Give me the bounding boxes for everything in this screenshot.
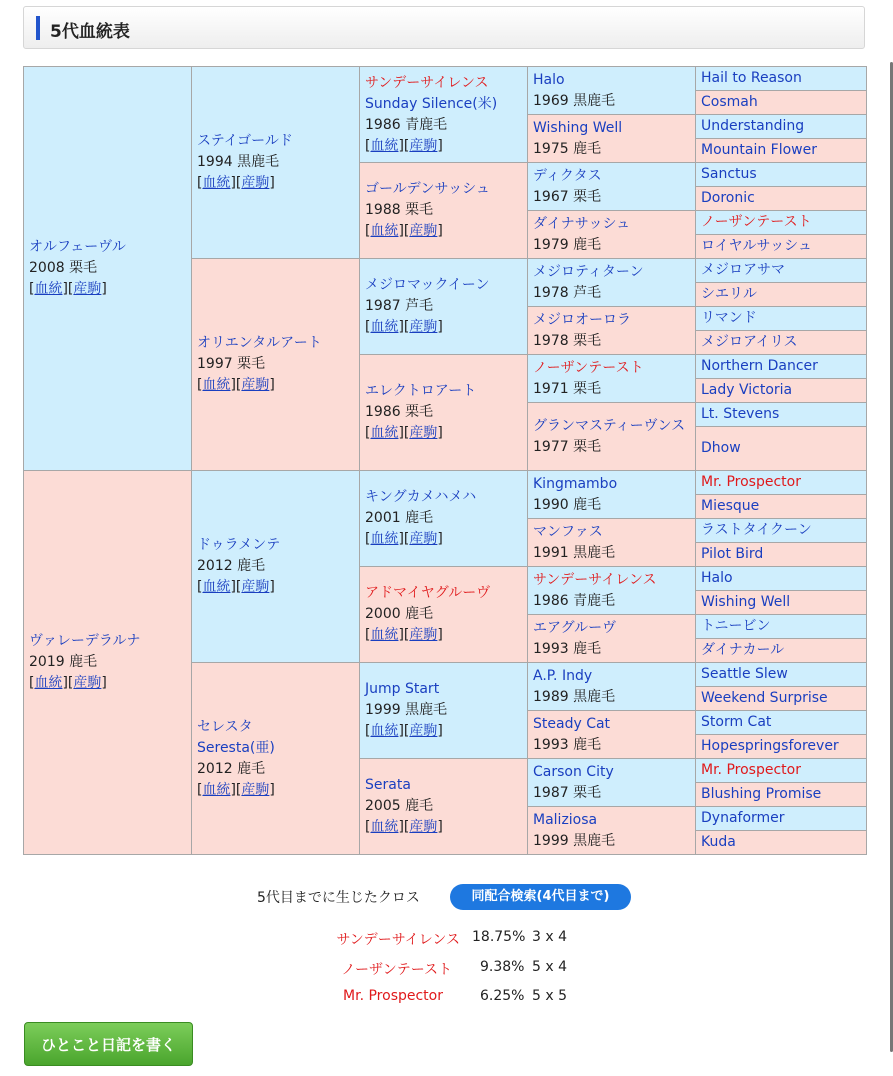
gen5-cell	[696, 427, 867, 471]
horse-year: 2008 栗毛	[29, 260, 98, 276]
offspring-link[interactable]: 産駒	[409, 425, 438, 441]
gen4-cell	[528, 307, 696, 355]
horse-year: 1990 鹿毛	[533, 496, 602, 513]
pedigree-link[interactable]: 血統	[34, 675, 63, 691]
pedigree-links: [血統][産駒]	[365, 531, 443, 547]
gen3-cell	[360, 355, 528, 471]
horse-name[interactable]: Pilot Bird	[701, 546, 764, 562]
horse-name[interactable]: ヴァレーデラルナ	[29, 633, 141, 649]
gen5-cell	[696, 663, 867, 687]
pedigree-links: [血統][産駒]	[197, 377, 275, 393]
horse-name[interactable]: ゴールデンサッシュ	[365, 181, 490, 197]
pedigree-links: [血統][産駒]	[365, 819, 443, 835]
offspring-link[interactable]: 産駒	[409, 627, 438, 643]
horse-name[interactable]: Dynaformer	[701, 810, 785, 826]
pedigree-link[interactable]: 血統	[370, 425, 399, 441]
same-breeding-search-button[interactable]: 同配合検索(4代目まで)	[450, 884, 631, 910]
horse-name[interactable]: ドゥラメンテ	[197, 537, 281, 553]
horse-name[interactable]: Miesque	[701, 498, 760, 514]
gen4-cell	[528, 115, 696, 163]
horse-year: 1993 鹿毛	[533, 736, 602, 753]
horse-name[interactable]: ロイヤルサッシュ	[701, 238, 812, 254]
pedigree-link[interactable]: 血統	[370, 723, 399, 739]
gen4-cell	[528, 615, 696, 663]
pedigree-link[interactable]: 血統	[202, 377, 231, 393]
horse-name[interactable]: Lt. Stevens	[701, 406, 780, 422]
gen5-cell	[696, 355, 867, 379]
pedigree-row	[24, 67, 867, 91]
horse-name[interactable]: Cosmah	[701, 94, 758, 110]
horse-year: 2012 鹿毛	[197, 760, 266, 777]
horse-name[interactable]: エアグルーヴ	[533, 619, 617, 636]
horse-year: 1979 鹿毛	[533, 236, 602, 253]
horse-name[interactable]: セレスタ	[197, 718, 253, 735]
horse-name[interactable]: Kingmambo	[533, 475, 618, 492]
gen4-cell	[528, 403, 696, 471]
horse-name[interactable]: Weekend Surprise	[701, 690, 828, 706]
gen5-cell	[696, 687, 867, 711]
horse-name[interactable]: シエリル	[701, 286, 757, 302]
horse-year: 2012 鹿毛	[197, 558, 266, 574]
horse-name[interactable]: Carson City	[533, 763, 614, 780]
gen5-cell	[696, 67, 867, 91]
gen5-cell	[696, 163, 867, 187]
horse-name[interactable]: ダイナサッシュ	[533, 215, 631, 232]
horse-year: 1994 黒鹿毛	[197, 154, 280, 170]
gen5-cell	[696, 139, 867, 163]
gen5-cell	[696, 471, 867, 495]
gen4-cell	[528, 259, 696, 307]
horse-year: 1999 黒鹿毛	[533, 832, 616, 849]
gen4-cell	[528, 663, 696, 711]
offspring-link[interactable]: 産駒	[409, 531, 438, 547]
pedigree-link[interactable]: 血統	[370, 319, 399, 335]
horse-year: 1986 栗毛	[365, 404, 434, 420]
horse-name[interactable]: Jump Start	[365, 681, 440, 697]
offspring-link[interactable]: 産駒	[73, 675, 102, 691]
horse-year: 1975 鹿毛	[533, 140, 602, 157]
horse-name[interactable]: Wishing Well	[701, 594, 791, 610]
cross-generation: 3 x 4	[532, 929, 567, 945]
pedigree-row	[24, 471, 867, 495]
horse-name[interactable]: メジロティターン	[533, 263, 644, 280]
horse-year: 1999 黒鹿毛	[365, 702, 448, 718]
pedigree-links: [血統][産駒]	[197, 175, 275, 191]
gen5-cell	[696, 403, 867, 427]
gen5-cell	[696, 259, 867, 283]
offspring-link[interactable]: 産駒	[241, 579, 270, 595]
horse-year: 1986 青鹿毛	[365, 116, 448, 133]
offspring-link[interactable]: 産駒	[241, 781, 270, 798]
gen4-cell	[528, 807, 696, 855]
offspring-link[interactable]: 産駒	[241, 175, 270, 191]
pedigree-link[interactable]: 血統	[202, 781, 231, 798]
section-header	[23, 6, 865, 49]
horse-year: 1971 栗毛	[533, 380, 602, 397]
horse-year: 2000 鹿毛	[365, 606, 434, 622]
horse-year: 1997 栗毛	[197, 356, 266, 372]
pedigree-link[interactable]: 血統	[370, 137, 399, 154]
cross-generation: 5 x 5	[532, 988, 567, 1004]
horse-name[interactable]: オリエンタルアート	[197, 335, 322, 351]
horse-name[interactable]: Sanctus	[701, 166, 757, 182]
horse-name[interactable]: トニービン	[701, 618, 771, 634]
pedigree-link[interactable]: 血統	[370, 531, 399, 547]
horse-name[interactable]: Understanding	[701, 118, 805, 134]
offspring-link[interactable]: 産駒	[241, 377, 270, 393]
horse-name[interactable]: Storm Cat	[701, 714, 772, 730]
horse-name[interactable]: Lady Victoria	[701, 382, 793, 398]
gen3-cell	[360, 259, 528, 355]
horse-year: 2019 鹿毛	[29, 654, 98, 670]
gen3-cell	[360, 67, 528, 163]
horse-name[interactable]: Mountain Flower	[701, 142, 817, 158]
gen5-cell	[696, 615, 867, 639]
horse-name[interactable]: エレクトロアート	[365, 383, 477, 399]
horse-name[interactable]: ラストタイクーン	[701, 522, 812, 538]
horse-name[interactable]: オルフェーヴル	[29, 239, 126, 255]
pedigree-link[interactable]: 血統	[370, 819, 399, 835]
horse-name[interactable]: Kuda	[701, 834, 736, 850]
offspring-link[interactable]: 産駒	[409, 223, 438, 239]
horse-year: 1978 栗毛	[533, 332, 602, 349]
gen2-cell	[192, 663, 360, 855]
cross-title: 5代目までに生じたクロス	[257, 890, 420, 906]
horse-name[interactable]: Blushing Promise	[701, 786, 822, 802]
gen5-cell	[696, 831, 867, 855]
horse-name[interactable]: Northern Dancer	[701, 358, 818, 374]
gen5-cell	[696, 735, 867, 759]
gen1-cell	[24, 471, 192, 855]
gen5-cell	[696, 639, 867, 663]
gen5-cell	[696, 807, 867, 831]
horse-year: 1967 栗毛	[533, 188, 602, 205]
pedigree-links: [血統][産駒]	[365, 627, 443, 643]
gen4-cell	[528, 355, 696, 403]
pedigree-link[interactable]: 血統	[202, 579, 231, 595]
gen4-cell	[528, 67, 696, 115]
horse-name[interactable]: Serata	[365, 777, 411, 793]
cross-percent: 18.75%	[472, 929, 526, 945]
gen5-cell	[696, 711, 867, 735]
cross-generation: 5 x 4	[532, 959, 567, 975]
horse-year: 1989 黒鹿毛	[533, 688, 616, 705]
pedigree-links: [血統][産駒]	[197, 781, 275, 798]
cross-name[interactable]: サンデーサイレンス	[336, 932, 460, 948]
pedigree-links: [血統][産駒]	[365, 223, 443, 239]
gen3-cell	[360, 759, 528, 855]
horse-name[interactable]: サンデーサイレンス	[533, 571, 657, 588]
horse-year: 2005 鹿毛	[365, 798, 434, 814]
horse-alt-name: Sunday Silence(米)	[365, 95, 498, 112]
gen5-cell	[696, 187, 867, 211]
offspring-link[interactable]: 産駒	[409, 319, 438, 335]
gen5-cell	[696, 567, 867, 591]
cross-percent: 9.38%	[480, 959, 525, 975]
gen5-cell	[696, 591, 867, 615]
offspring-link[interactable]: 産駒	[409, 137, 438, 154]
gen1-cell	[24, 67, 192, 471]
pedigree-links: [血統][産駒]	[29, 281, 107, 297]
write-diary-button[interactable]: ひとこと日記を書く	[24, 1022, 193, 1066]
offspring-link[interactable]: 産駒	[409, 723, 438, 739]
gen5-cell	[696, 543, 867, 567]
cross-percent: 6.25%	[480, 988, 525, 1004]
gen4-cell	[528, 471, 696, 519]
horse-name[interactable]: ダイナカール	[701, 642, 785, 658]
pedigree-links: [血統][産駒]	[365, 723, 443, 739]
page-title: 5代血統表	[50, 22, 130, 42]
pedigree-links: [血統][産駒]	[365, 425, 443, 441]
gen4-cell	[528, 163, 696, 211]
horse-name[interactable]: Seattle Slew	[701, 666, 788, 682]
gen5-cell	[696, 283, 867, 307]
horse-name[interactable]: ステイゴールド	[197, 133, 293, 149]
horse-year: 1991 黒鹿毛	[533, 544, 616, 561]
gen4-cell	[528, 519, 696, 567]
gen5-cell	[696, 235, 867, 259]
horse-name[interactable]: ノーザンテースト	[533, 359, 644, 376]
horse-name[interactable]: Dhow	[701, 440, 741, 456]
horse-name[interactable]: メジロアサマ	[701, 262, 785, 278]
gen2-cell	[192, 259, 360, 471]
horse-alt-name: Seresta(亜)	[197, 739, 275, 756]
pedigree-link[interactable]: 血統	[370, 627, 399, 643]
horse-name[interactable]: Maliziosa	[533, 811, 598, 828]
offspring-link[interactable]: 産駒	[409, 819, 438, 835]
horse-name[interactable]: ノーザンテースト	[701, 214, 812, 230]
gen3-cell	[360, 471, 528, 567]
gen5-cell	[696, 495, 867, 519]
horse-name[interactable]: メジロマックイーン	[365, 277, 490, 293]
horse-name[interactable]: A.P. Indy	[533, 667, 593, 684]
gen3-cell	[360, 163, 528, 259]
horse-year: 1987 芦毛	[365, 298, 434, 314]
horse-name[interactable]: Hopespringsforever	[701, 738, 839, 754]
horse-name[interactable]: Doronic	[701, 190, 755, 206]
horse-name[interactable]: サンデーサイレンス	[365, 74, 489, 91]
horse-name[interactable]: Steady Cat	[533, 715, 611, 732]
horse-year: 1977 栗毛	[533, 438, 602, 455]
horse-name[interactable]: Wishing Well	[533, 119, 623, 136]
horse-name[interactable]: Mr. Prospector	[701, 762, 801, 778]
gen5-cell	[696, 115, 867, 139]
header-accent-bar	[36, 16, 40, 40]
cross-name[interactable]: ノーザンテースト	[341, 962, 452, 978]
pedigree-link[interactable]: 血統	[370, 223, 399, 239]
gen5-cell	[696, 783, 867, 807]
gen4-cell	[528, 711, 696, 759]
horse-year: 2001 鹿毛	[365, 510, 434, 526]
offspring-link[interactable]: 産駒	[73, 281, 102, 297]
gen4-cell	[528, 211, 696, 259]
horse-name[interactable]: Halo	[701, 570, 733, 586]
horse-name[interactable]: Halo	[533, 71, 565, 88]
gen5-cell	[696, 379, 867, 403]
gen5-cell	[696, 91, 867, 115]
horse-name[interactable]: Mr. Prospector	[701, 474, 801, 490]
cross-name[interactable]: Mr. Prospector	[343, 988, 443, 1004]
horse-year: 1988 栗毛	[365, 202, 434, 218]
horse-name[interactable]: キングカメハメハ	[365, 489, 477, 505]
horse-year: 1978 芦毛	[533, 284, 602, 301]
horse-name[interactable]: メジロオーロラ	[533, 311, 631, 328]
horse-year: 1986 青鹿毛	[533, 592, 616, 609]
horse-year: 1969 黒鹿毛	[533, 92, 616, 109]
gen4-cell	[528, 759, 696, 807]
pedigree-table	[23, 66, 867, 855]
horse-name[interactable]: Hail to Reason	[701, 70, 802, 86]
horse-name[interactable]: アドマイヤグルーヴ	[365, 585, 491, 601]
gen2-cell	[192, 471, 360, 663]
pedigree-link[interactable]: 血統	[34, 281, 63, 297]
gen5-cell	[696, 331, 867, 355]
horse-name[interactable]: マンファス	[533, 523, 603, 540]
horse-year: 1993 鹿毛	[533, 640, 602, 657]
horse-name[interactable]: リマンド	[701, 310, 757, 326]
gen5-cell	[696, 211, 867, 235]
pedigree-links: [血統][産駒]	[29, 675, 107, 691]
gen3-cell	[360, 663, 528, 759]
gen5-cell	[696, 519, 867, 543]
horse-name[interactable]: メジロアイリス	[701, 334, 798, 350]
pedigree-links: [血統][産駒]	[365, 137, 443, 154]
gen5-cell	[696, 759, 867, 783]
gen2-cell	[192, 67, 360, 259]
horse-name[interactable]: ディクタス	[533, 167, 602, 184]
pedigree-link[interactable]: 血統	[202, 175, 231, 191]
gen5-cell	[696, 307, 867, 331]
gen3-cell	[360, 567, 528, 663]
pedigree-links: [血統][産駒]	[197, 579, 275, 595]
horse-name[interactable]: グランマスティーヴンス	[533, 417, 686, 434]
gen4-cell	[528, 567, 696, 615]
horse-year: 1987 栗毛	[533, 784, 602, 801]
pedigree-links: [血統][産駒]	[365, 319, 443, 335]
